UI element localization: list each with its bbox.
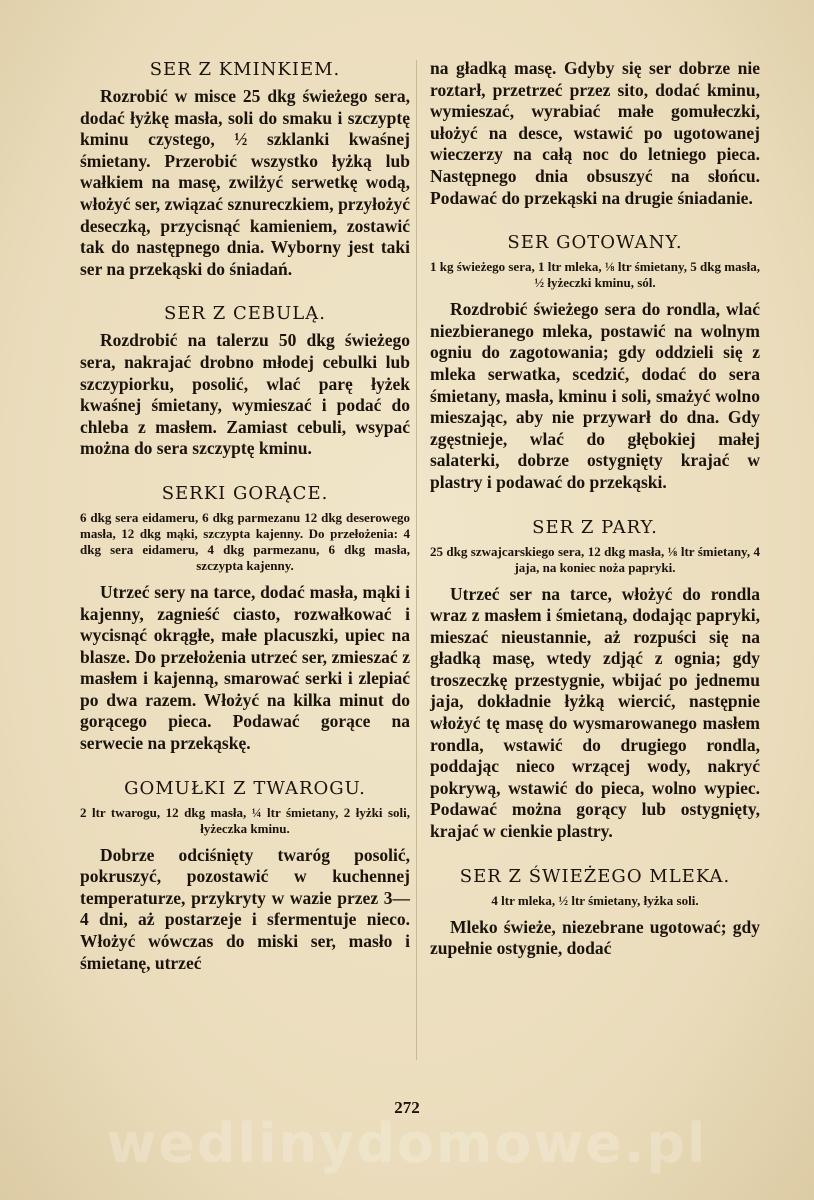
recipe-body: Rozdrobić na talerzu 50 dkg świeżego sera, nakrajać drobno młodej cebulki lub szczypiorku, posolić, wlać parę łyżek kwaśnej śmietany, wymieszać i podać do chleba z masłem. Zamiast cebuli, wsypać można do sera szczyptę kminu.	[80, 330, 410, 459]
left-column	[80, 58, 410, 996]
recipe-title: SER Z KMINKIEM.	[149, 59, 341, 80]
recipe-ser-z-pary	[430, 516, 760, 843]
recipe-body: Rozdrobić świeżego sera do rondla, wlać niezbieranego mleka, postawić na wolnym ogniu do zagotowania; gdy oddzieli się z mleka serwatka, scedzić, dodać do sera śmietany, masła, kminu i soli, smażyć wolno mieszając, aby nie przywarł do dna. Gdy zgęstnieje, wlać do głębokiej małej salaterki, dobrze ostygnięty krajać w plastry i podawać do przekąski.	[430, 299, 760, 492]
watermark: wedlinydomowe.pl	[106, 1112, 708, 1175]
recipe-title: SER Z CEBULĄ.	[164, 303, 326, 325]
recipe-body: Dobrze odciśnięty twaróg posolić, pokruszyć, pozostawić w kuchennej temperaturze, przykryty w wazie przez 3—4 dni, aż postarzeje i sfermentuje nieco. Włożyć wówczas do miski ser, masło i śmietanę, utrzeć	[80, 844, 410, 973]
recipe-gomulki-z-twarogu	[80, 777, 410, 975]
recipe-title: SER Z ŚWIEŻEGO MLEKA.	[459, 865, 731, 887]
recipe-ser-z-swiezego-mleka	[430, 865, 760, 960]
recipe-title: GOMUŁKI Z TWAROGU.	[124, 777, 366, 799]
column-divider	[416, 60, 417, 1060]
recipe-body: Utrzeć ser na tarce, włożyć do rondla wraz z masłem i śmietaną, dodając papryki, mieszać nieustannie, aż rozpuści się na gładką masę, wtedy zdjąć z ognia; gdy troszeczkę przestygnie, wbijać po jednemu jaja, dokładnie łyżką wiercić, następnie włożyć tę masę do wysmarowanego masłem rondla, wstawić do drugiego rondla, poddając nieco wrzącej wody, nakryć pokrywą, wstawić do pieca, wolno wypiec. Podawać można gorący lub ostygnięty, krajać w cienkie plastry.	[430, 583, 760, 842]
continued-text: na gładką masę. Gdyby się ser dobrze nie roztarł, przetrzeć przez sito, dodać kminu, wymieszać, wyrabiać małe gomułeczki, ułożyć na desce, wstawić po ugotowanej wieczerzy na całą noc do letniego pieca. Następnego dnia obsuszyć na słońcu. Podawać do przekąski na drugie śniadanie.	[430, 58, 760, 208]
recipe-body: Rozrobić w misce 25 dkg świeżego sera, dodać łyżkę masła, soli do smaku i szczyptę kminu czystego, ½ szklanki kwaśnej śmietany. Przerobić wszystko łyżką lub wałkiem na masę, zwilżyć serwetkę wodą, włożyć ser, związać sznureczkiem, przyłożyć deseczką, przycisnąć kamieniem, zostawić tak do następnego dnia. Wyborny jest taki ser na przekąski do śniadań.	[80, 86, 410, 279]
recipe-ingredients: 1 kg świeżego sera, 1 ltr mleka, ⅛ ltr śmietany, 5 dkg masła, ½ łyżeczki kminu, sól.	[430, 259, 760, 291]
recipe-continuation	[430, 58, 760, 209]
recipe-serki-gorace	[80, 482, 410, 755]
recipe-title: SER Z PARY.	[532, 516, 658, 538]
recipe-title: SER GOTOWANY.	[507, 232, 683, 254]
recipe-ingredients: 6 dkg sera eidameru, 6 dkg parmezanu 12 dkg deserowego masła, 12 dkg mąki, szczypta kajenny. Do przełożenia: 4 dkg sera eidameru, 4 dkg parmezanu, 6 dkg masła, szczypta kajenny.	[80, 509, 410, 573]
recipe-ser-gotowany	[430, 231, 760, 493]
page-number: 272	[394, 1098, 420, 1117]
recipe-ingredients: 2 ltr twarogu, 12 dkg masła, ¼ ltr śmietany, 2 łyżki soli, łyżeczka kminu.	[80, 804, 410, 836]
recipe-title: SERKI GORĄCE.	[161, 482, 329, 504]
recipe-body: Utrzeć sery na tarce, dodać masła, mąki i kajenny, zagnieść ciasto, rozwałkować i wycisnąć okrągłe, małe placuszki, upiec na blasze. Do przełożenia utrzeć ser, zmieszać z masłem i kajenną, smarować serki i zlepiać po dwa razem. Włożyć na kilka minut do gorącego pieca. Podawać gorące na serwecie na przekąskę.	[80, 581, 410, 754]
recipe-ingredients: 4 ltr mleka, ½ ltr śmietany, łyżka soli.	[491, 892, 699, 908]
recipe-ser-z-cebula	[80, 302, 410, 460]
recipe-ser-z-kminkiem	[80, 58, 410, 280]
right-column	[430, 58, 760, 982]
recipe-ingredients: 25 dkg szwajcarskiego sera, 12 dkg masła, ⅛ ltr śmietany, 4 jaja, na koniec noża papryki.	[430, 543, 760, 575]
recipe-body: Mleko świeże, niezebrane ugotować; gdy zupełnie ostygnie, dodać	[430, 916, 760, 959]
